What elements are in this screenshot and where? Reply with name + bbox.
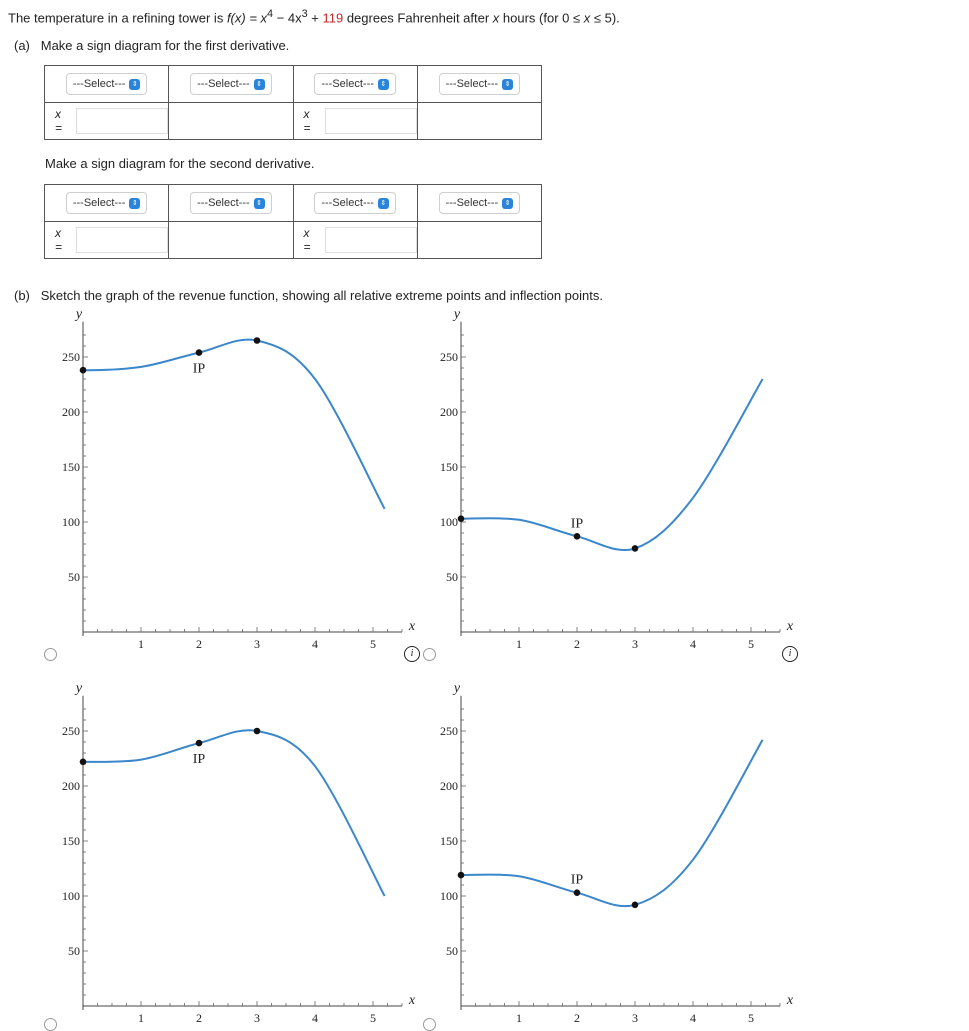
y-tick-label: 50	[446, 944, 458, 958]
y-tick-label: 250	[62, 724, 80, 738]
x-tick-label: 1	[516, 1011, 522, 1025]
term-plus: +	[307, 10, 323, 26]
second-deriv-select-2[interactable]: ---Select--- ⇕	[190, 192, 272, 214]
y-tick-label: 150	[62, 834, 80, 848]
constant-value: 119	[322, 10, 344, 26]
x-tick-label: 4	[312, 1011, 318, 1025]
x-tick-label: 3	[632, 637, 638, 651]
x-equals-label: x =	[303, 107, 311, 135]
marked-point	[574, 889, 581, 896]
chevron-updown-icon: ⇕	[129, 198, 140, 209]
marked-point	[254, 728, 261, 735]
ip-label: IP	[192, 361, 206, 377]
second-derivative-sign-diagram	[44, 184, 542, 259]
part-b-text: Sketch the graph of the revenue function, showing all relative extreme points and inflection points.	[40, 288, 603, 303]
marked-point	[196, 349, 203, 356]
x-tick-label: 2	[574, 1011, 580, 1025]
x-tick-label: 4	[690, 1011, 696, 1025]
function-curve	[461, 740, 763, 906]
y-tick-label: 100	[62, 889, 80, 903]
x-axis-label: x	[408, 993, 416, 1008]
y-tick-label: 200	[62, 779, 80, 793]
radio-option-3[interactable]	[44, 1018, 57, 1031]
x-tick-label: 5	[370, 1011, 376, 1025]
y-tick-label: 150	[440, 834, 458, 848]
chevron-updown-icon: ⇕	[254, 198, 265, 209]
ip-label: IP	[192, 752, 206, 768]
second-deriv-select-4[interactable]: ---Select--- ⇕	[439, 192, 521, 214]
first-deriv-select-3[interactable]: ---Select--- ⇕	[314, 73, 396, 95]
y-tick-label: 200	[440, 779, 458, 793]
x-tick-label: 2	[196, 1011, 202, 1025]
x-tick-label: 2	[574, 637, 580, 651]
graph-option-3	[40, 680, 416, 1031]
y-tick-label: 200	[62, 405, 80, 419]
chevron-updown-icon: ⇕	[378, 198, 389, 209]
x-equals-label: x =	[303, 226, 311, 254]
second-deriv-x-input-2[interactable]	[325, 227, 417, 253]
marked-point	[458, 872, 465, 879]
radio-option-4[interactable]	[423, 1018, 436, 1031]
first-derivative-sign-diagram	[44, 65, 542, 140]
chevron-updown-icon: ⇕	[502, 79, 513, 90]
function-curve	[461, 379, 763, 550]
ip-label: IP	[570, 872, 584, 888]
x-equals-label: x =	[55, 226, 63, 254]
first-deriv-select-1[interactable]: ---Select--- ⇕	[66, 73, 148, 95]
x-tick-label: 2	[196, 637, 202, 651]
problem-intro: The temperature in a refining tower is	[8, 10, 227, 26]
y-tick-label: 150	[62, 460, 80, 474]
x-tick-label: 3	[632, 1011, 638, 1025]
part-a-label: (a)	[14, 38, 30, 53]
y-tick-label: 250	[440, 350, 458, 364]
chevron-updown-icon: ⇕	[378, 79, 389, 90]
marked-point	[196, 740, 203, 747]
second-deriv-x-input-1[interactable]	[76, 227, 168, 253]
marked-point	[80, 367, 87, 374]
x-tick-label: 3	[254, 637, 260, 651]
marked-point	[80, 759, 87, 766]
radio-option-1[interactable]	[44, 648, 57, 661]
x-tick-label: 4	[312, 637, 318, 651]
x-tick-label: 5	[748, 1011, 754, 1025]
function-curve	[83, 340, 385, 509]
y-tick-label: 250	[440, 724, 458, 738]
x-tick-label: 1	[138, 637, 144, 651]
part-b-heading	[14, 288, 603, 303]
y-axis-label: y	[75, 306, 83, 322]
y-tick-label: 50	[446, 570, 458, 584]
graph-option-2	[418, 306, 794, 657]
x-variable: x	[492, 10, 500, 26]
marked-point	[574, 533, 581, 540]
term-minus: − 4x	[273, 10, 302, 26]
y-tick-label: 100	[62, 515, 80, 529]
function-curve	[83, 730, 385, 896]
first-deriv-select-2[interactable]: ---Select--- ⇕	[190, 73, 272, 95]
ip-label: IP	[570, 516, 584, 532]
part-b-label: (b)	[14, 288, 30, 303]
y-tick-label: 150	[440, 460, 458, 474]
x-tick-label: 3	[254, 1011, 260, 1025]
x-tick-label: 5	[748, 637, 754, 651]
part-a-text: Make a sign diagram for the first derivative.	[40, 38, 290, 53]
y-tick-label: 100	[440, 889, 458, 903]
problem-statement	[8, 8, 620, 25]
problem-rest: degrees Fahrenheit after	[343, 10, 493, 26]
first-deriv-x-input-2[interactable]	[325, 108, 417, 134]
x-axis-label: x	[786, 619, 794, 634]
x-tick-label: 1	[516, 637, 522, 651]
marked-point	[458, 515, 465, 522]
marked-point	[632, 545, 639, 552]
marked-point	[632, 902, 639, 909]
exponent-3: 3	[301, 8, 308, 20]
radio-option-2[interactable]	[423, 648, 436, 661]
x-equals-label: x =	[55, 107, 63, 135]
y-axis-label: y	[75, 680, 83, 696]
y-tick-label: 200	[440, 405, 458, 419]
y-tick-label: 100	[440, 515, 458, 529]
problem-rest3: ≤ 5).	[590, 10, 620, 26]
graph-option-1	[40, 306, 416, 657]
y-tick-label: 50	[68, 570, 80, 584]
x-variable-2: x	[583, 10, 591, 26]
second-deriv-select-1[interactable]: ---Select--- ⇕	[66, 192, 148, 214]
second-derivative-heading: Make a sign diagram for the second derivative.	[45, 156, 315, 171]
first-deriv-select-4[interactable]: ---Select--- ⇕	[439, 73, 521, 95]
part-a-heading	[14, 38, 289, 53]
exponent-4: 4	[267, 8, 274, 20]
chevron-updown-icon: ⇕	[254, 79, 265, 90]
x-axis-label: x	[408, 619, 416, 634]
x-tick-label: 5	[370, 637, 376, 651]
graph-option-4	[418, 680, 794, 1031]
chevron-updown-icon: ⇕	[129, 79, 140, 90]
function-name: f(x) = x	[226, 10, 268, 26]
info-icon[interactable]: i	[404, 646, 420, 662]
chevron-updown-icon: ⇕	[502, 198, 513, 209]
marked-point	[254, 337, 261, 344]
y-axis-label: y	[453, 680, 461, 696]
x-tick-label: 1	[138, 1011, 144, 1025]
problem-rest2: hours (for 0 ≤	[499, 10, 584, 26]
second-deriv-select-3[interactable]: ---Select--- ⇕	[314, 192, 396, 214]
x-axis-label: x	[786, 993, 794, 1008]
x-tick-label: 4	[690, 637, 696, 651]
first-deriv-x-input-1[interactable]	[76, 108, 168, 134]
y-axis-label: y	[453, 306, 461, 322]
y-tick-label: 50	[68, 944, 80, 958]
y-tick-label: 250	[62, 350, 80, 364]
info-icon[interactable]: i	[782, 646, 798, 662]
